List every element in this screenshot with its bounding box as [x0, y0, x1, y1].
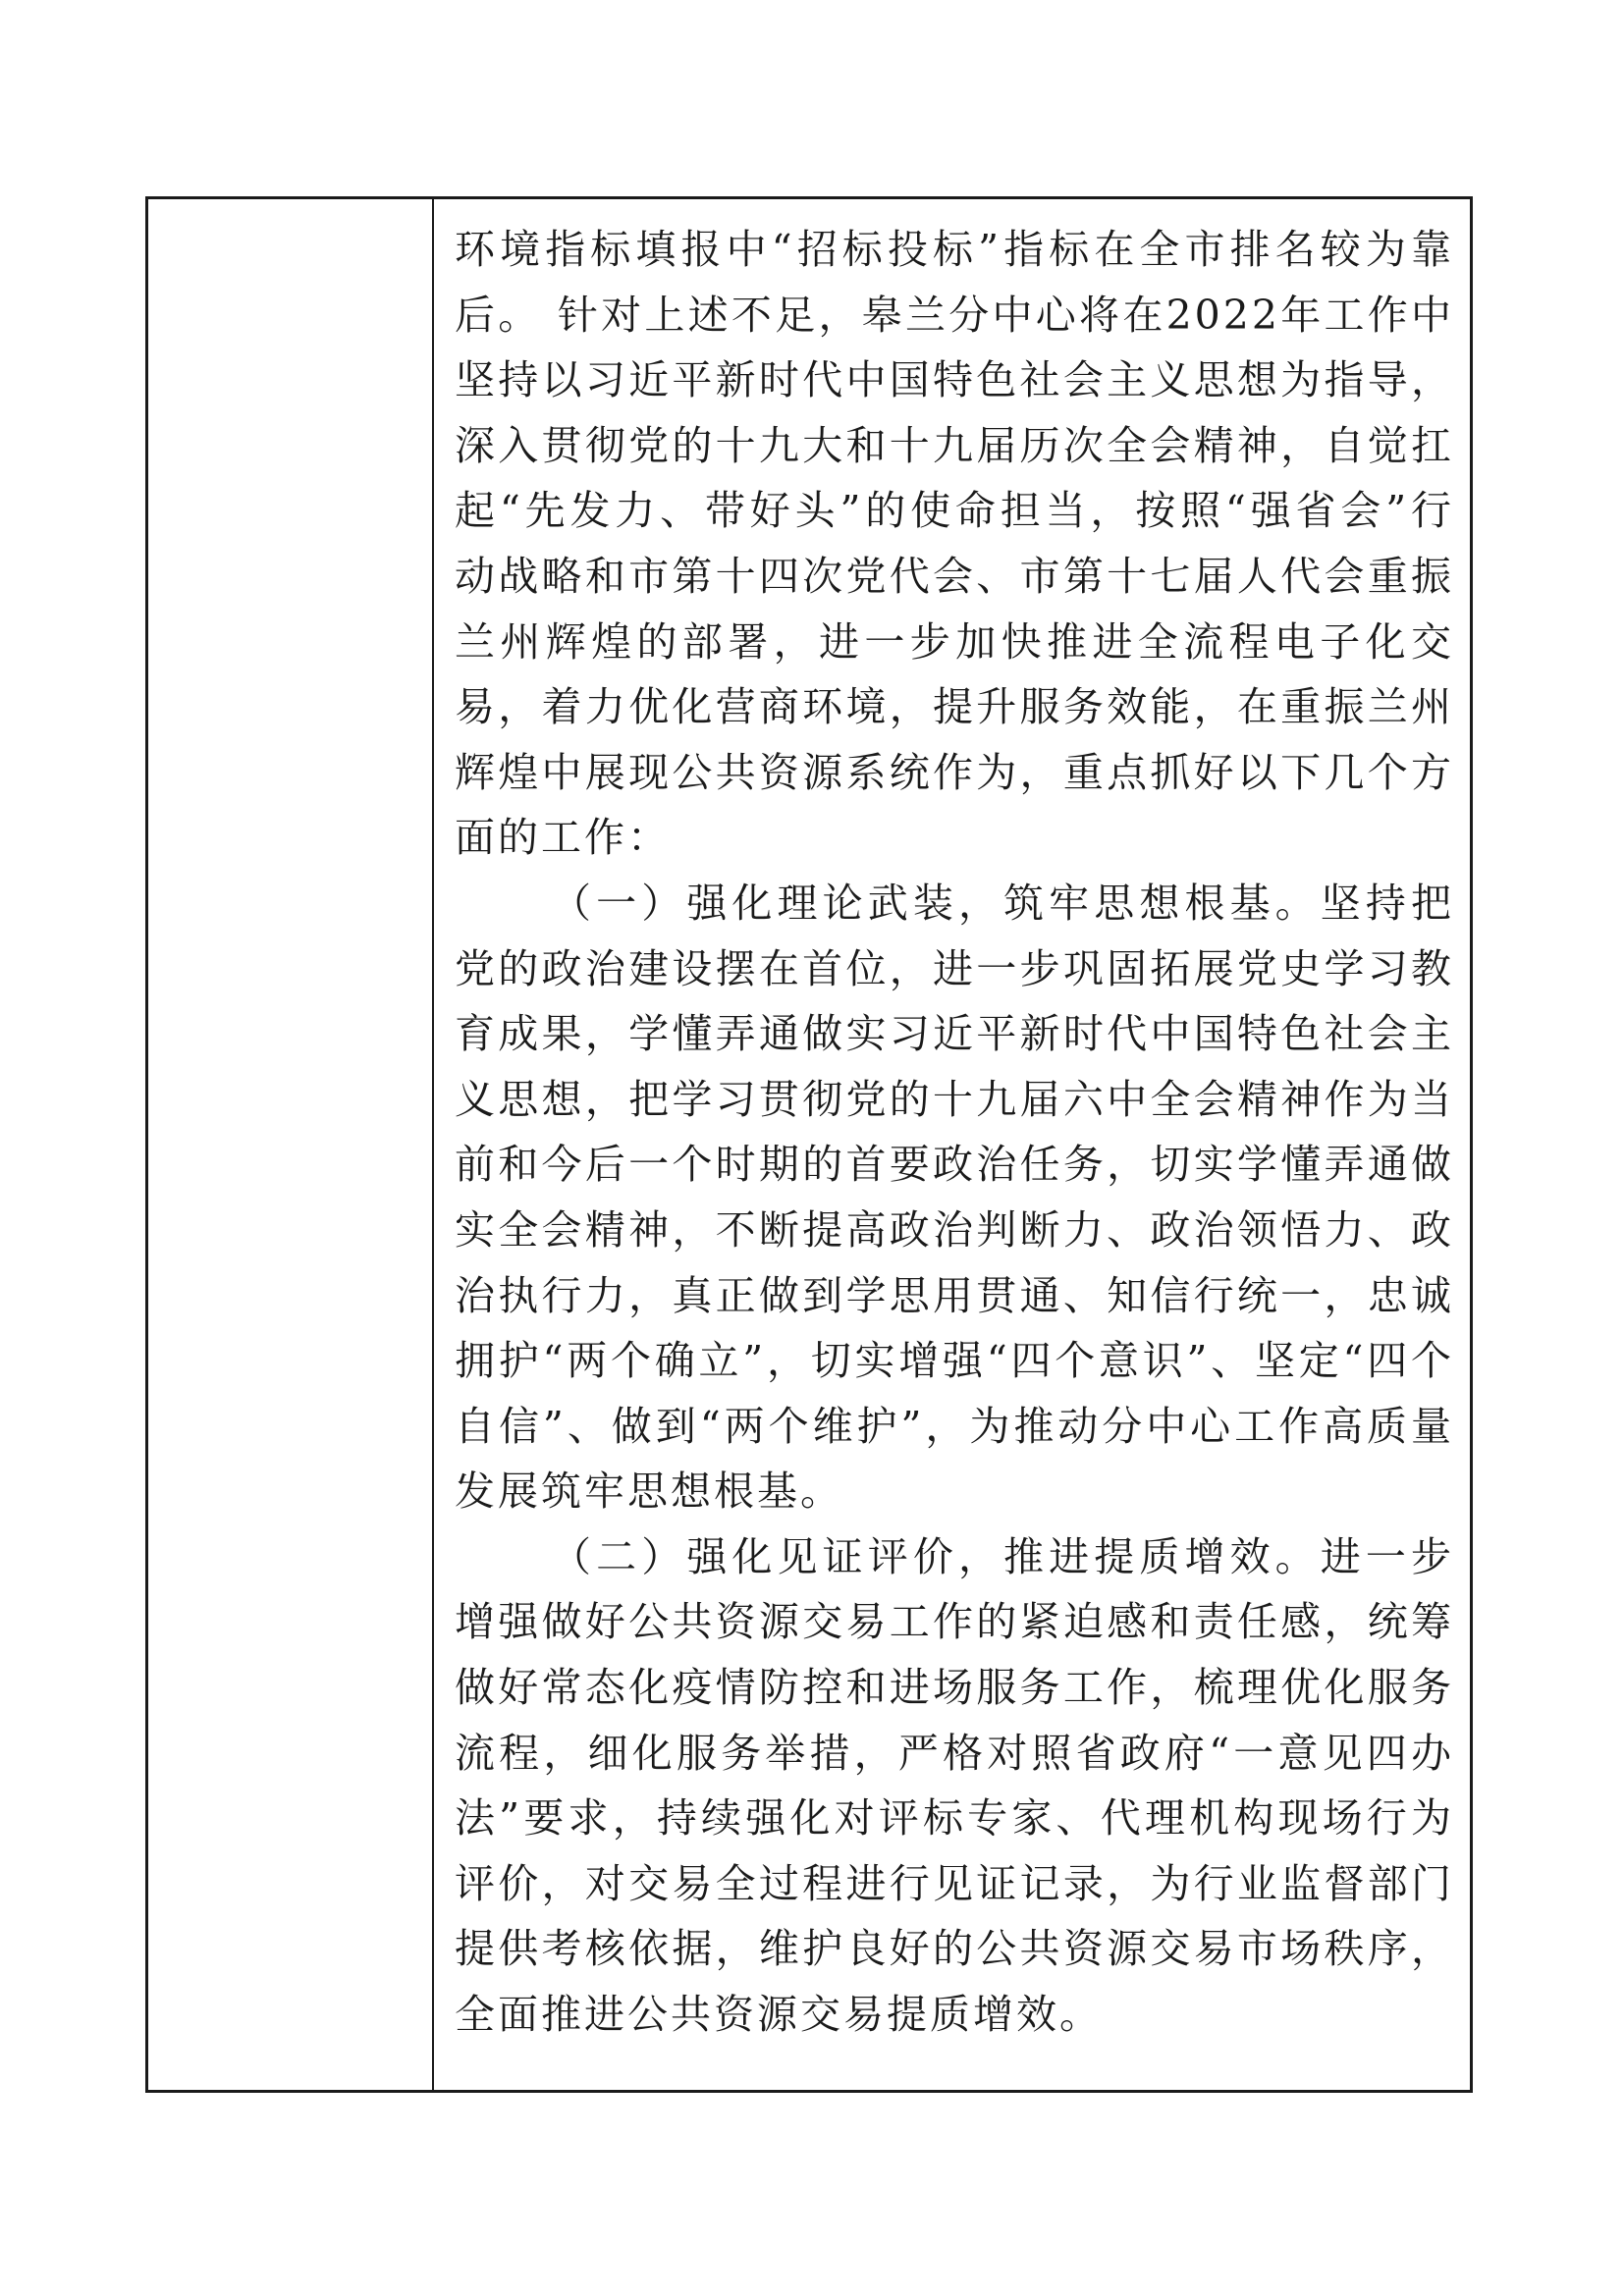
- paragraph-section-2: （二）强化见证评价，推进提质增效。进一步增强做好公共资源交易工作的紧迫感和责任感，统筹做好常态化疫情防控和进场服务工作，梳理优化服务流程，细化服务举措，严格对照省政府“一意见四办法”要求，持续强化对评标专家、代理机构现场行为评价，对交易全过程进行见证记录，为行业监督部门提供考核依据，维护良好的公共资源交易市场秩序，全面推进公共资源交易提质增效。: [455, 1532, 1454, 2039]
- table-frame: [145, 196, 1473, 2093]
- table-left-cell: [148, 199, 432, 2090]
- table-right-cell: [455, 217, 1454, 2072]
- paragraph-intro: 环境指标填报中“招标投标”指标在全市排名较为靠后。 针对上述不足，皋兰分中心将在2022年工作中坚持以习近平新时代中国特色社会主义思想为指导，深入贯彻党的十九大和十九届历次全会精神，自觉扛起“先发力、带好头”的使命担当，按照“强省会”行动战略和市第十四次党代会、市第十七届人代会重振兰州辉煌的部署，进一步加快推进全流程电子化交易，着力优化营商环境，提升服务效能，在重振兰州辉煌中展现公共资源系统作为，重点抓好以下几个方面的工作：: [455, 226, 1454, 862]
- paragraph-section-1: （一）强化理论武装，筑牢思想根基。坚持把党的政治建设摆在首位，进一步巩固拓展党史学习教育成果，学懂弄通做实习近平新时代中国特色社会主义思想，把学习贯彻党的十九届六中全会精神作为当前和今后一个时期的首要政治任务，切实学懂弄通做实全会精神，不断提高政治判断力、政治领悟力、政治执行力，真正做到学思用贯通、知信行统一，忠诚拥护“两个确立”，切实增强“四个意识”、坚定“四个自信”、做到“两个维护”，为推动分中心工作高质量发展筑牢思想根基。: [455, 879, 1454, 1516]
- table-column-divider: [432, 199, 434, 2090]
